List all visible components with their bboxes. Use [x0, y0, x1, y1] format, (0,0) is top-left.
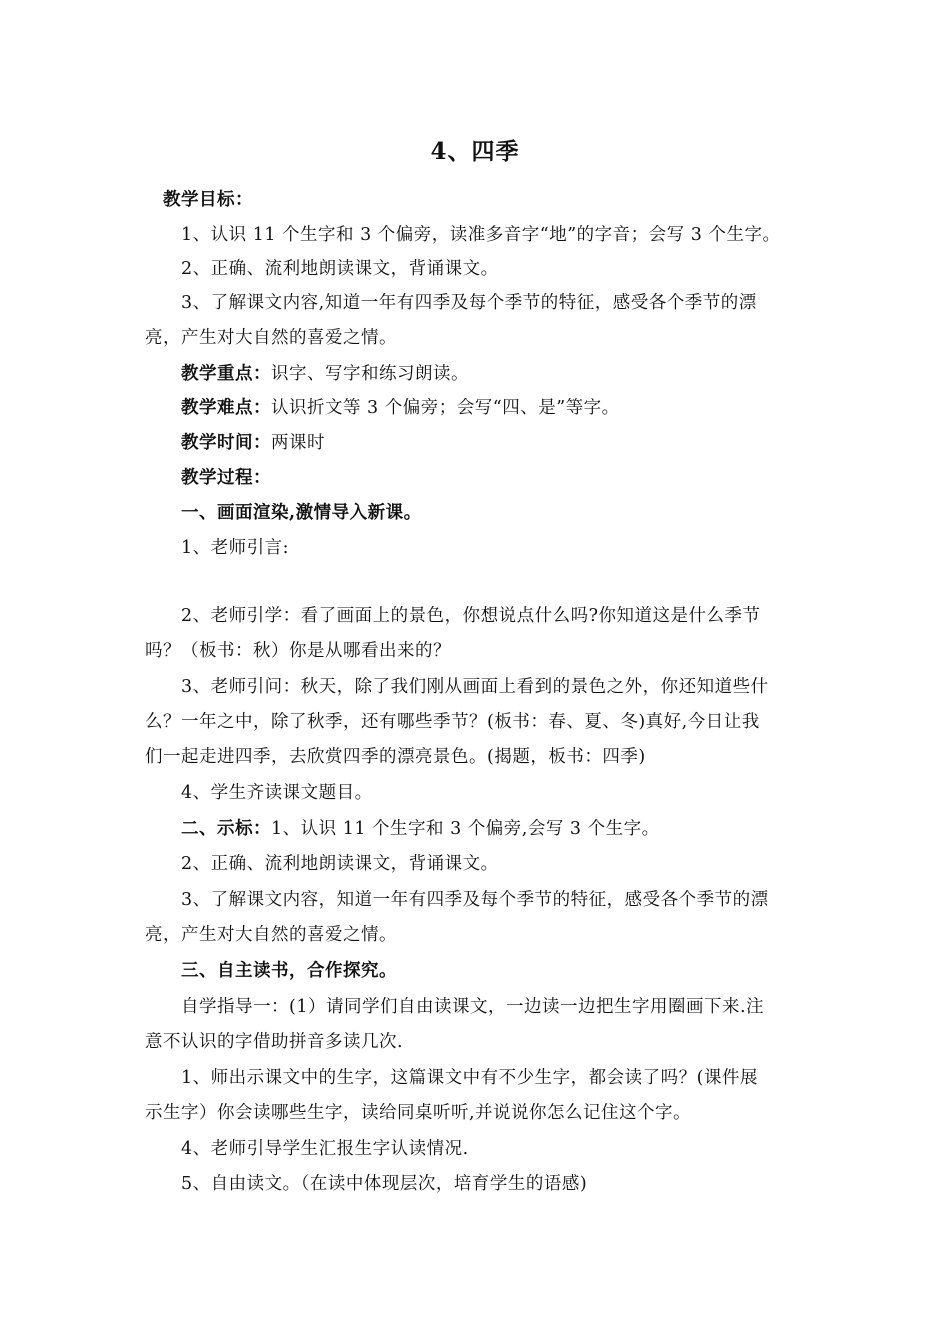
difficulties-label: 教学难点：: [181, 398, 271, 418]
section-2-item-2: 2、正确、流利地朗读课文，背诵课文。: [181, 854, 499, 874]
objective-3-line-2: 亮，产生对大自然的喜爱之情。: [145, 328, 397, 348]
objective-3-line-1: 3、了解课文内容,知道一年有四季及每个季节的特征，感受各个季节的漂: [181, 293, 757, 313]
key-points-label: 教学重点：: [181, 364, 271, 384]
section-3-heading: 三、自主读书，合作探究。: [181, 961, 397, 981]
teaching-time-label: 教学时间：: [181, 433, 271, 453]
section-1-heading: 一、画面渲染,激情导入新课。: [181, 503, 422, 523]
objectives-heading: 教学目标：: [163, 190, 253, 210]
teaching-time: [181, 431, 846, 455]
section-1-item-1: 1、老师引言:: [181, 538, 290, 558]
section-2-item-3-line-1: 3、了解课文内容，知道一年有四季及每个季节的特征，感受各个季节的漂: [181, 890, 769, 910]
section-3-item-5: 5、自由读文。（在读中体现层次，培育学生的语感): [181, 1174, 588, 1194]
page-title: 4、四季: [430, 138, 520, 165]
section-1-item-2-line-1: 2、老师引学：看了画面上的景色，你想说点什么吗?你知道这是什么季节: [181, 606, 761, 626]
section-2-item-3-line-2: 亮，产生对大自然的喜爱之情。: [145, 925, 397, 945]
section-3-item-1-line-1: 1、师出示课文中的生字，这篇课文中有不少生字，都会读了吗？(课件展: [181, 1068, 758, 1088]
key-points-text: 识字、写字和练习朗读。: [271, 364, 469, 384]
section-3-guide-line-1: 自学指导一：(1）请同学们自由读课文，一边读一边把生字用圈画下来.注: [181, 997, 765, 1017]
section-1-item-2-line-2: 吗？（板书：秋）你是从哪看出来的？: [145, 641, 451, 661]
section-2-label: 二、示标：: [181, 819, 271, 839]
process-heading: 教学过程：: [181, 468, 271, 488]
section-3-guide-line-2: 意不认识的字借助拼音多读几次.: [145, 1032, 404, 1052]
objective-2: 2、正确、流利地朗读课文，背诵课文。: [181, 259, 499, 279]
section-1-item-3-line-3: 们一起走进四季，去欣赏四季的漂亮景色。(揭题，板书：四季): [145, 747, 646, 767]
difficulties: [181, 396, 846, 420]
section-2: [181, 817, 846, 841]
section-3-item-1-line-2: 示生字）你会读哪些生字，读给同桌听听,并说说你怎么记住这个字。: [145, 1103, 692, 1123]
section-2-item-1: 1、认识 11 个生字和 3 个偏旁,会写 3 个生字。: [271, 819, 660, 839]
key-points: [181, 362, 846, 386]
section-1-item-4: 4、学生齐读课文题目。: [181, 783, 373, 803]
section-1-item-3-line-1: 3、老师引问：秋天，除了我们刚从画面上看到的景色之外，你还知道些什: [181, 677, 769, 697]
objective-1: 1、认识 11 个生字和 3 个偏旁，读准多音字“地”的字音；会写 3 个生字。: [181, 225, 781, 245]
section-1-item-3-line-2: 么？一年之中，除了秋季，还有哪些季节？(板书：春、夏、冬)真好,今日让我: [145, 712, 760, 732]
difficulties-text: 认识折文等 3 个偏旁；会写“四、是”等字。: [271, 398, 620, 418]
teaching-time-text: 两课时: [271, 433, 325, 453]
section-3-item-4: 4、老师引导学生汇报生字认读情况.: [181, 1139, 469, 1159]
